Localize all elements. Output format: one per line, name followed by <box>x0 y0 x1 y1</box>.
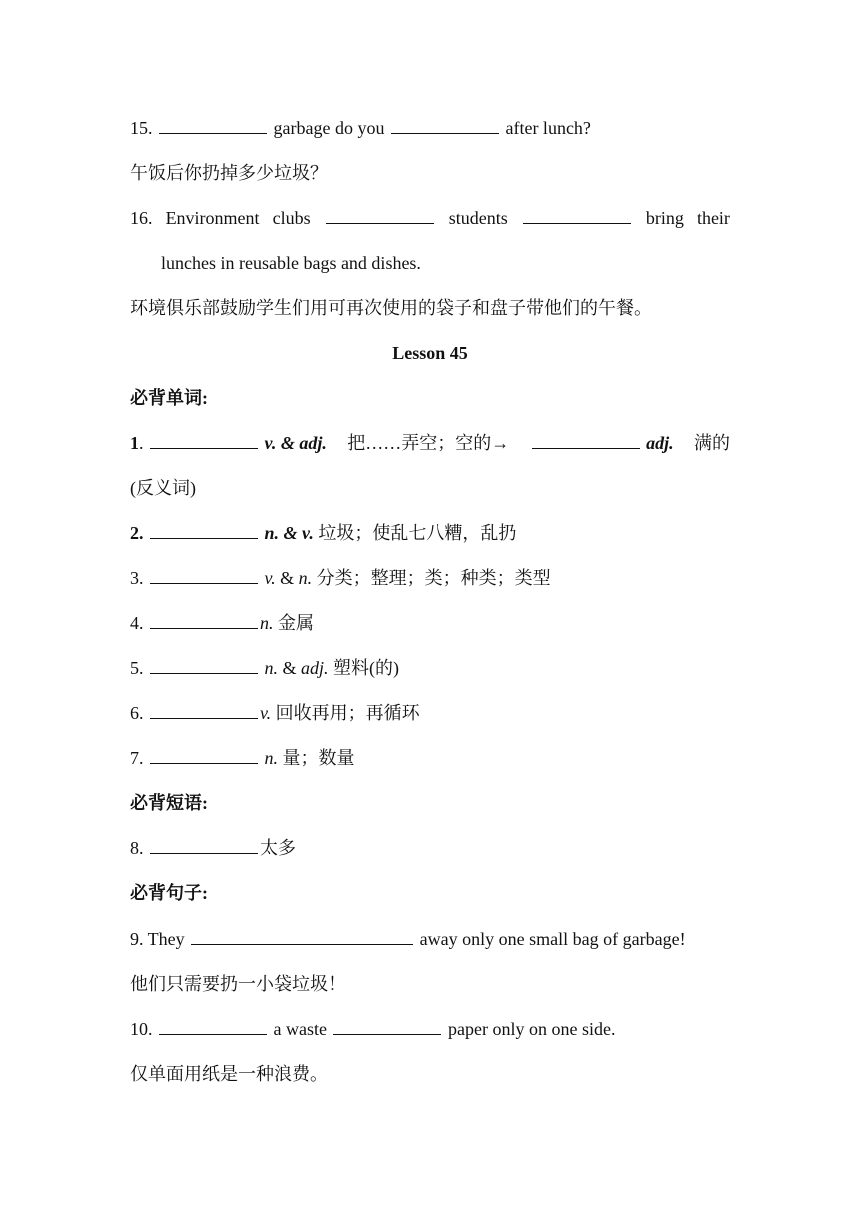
answer-blank[interactable] <box>191 928 413 945</box>
answer-blank[interactable] <box>150 522 258 539</box>
answer-blank[interactable] <box>532 432 640 449</box>
vocab-item-1-wrap: (反义词) <box>130 478 196 498</box>
sentence-text: after lunch? <box>505 118 591 138</box>
meaning: 回收再用；再循环 <box>275 703 420 723</box>
item-number: 16. <box>130 208 153 228</box>
translation-15: 午饭后你扔掉多少垃圾？ <box>130 163 328 183</box>
meaning: 垃圾；使乱七八糟，乱扔 <box>318 523 517 543</box>
meaning: 太多 <box>260 838 296 858</box>
meaning: 塑料(的) <box>333 658 400 678</box>
ampersand: & <box>280 568 295 588</box>
answer-blank[interactable] <box>333 1018 441 1035</box>
item-number: 9. They <box>130 929 185 949</box>
answer-blank[interactable] <box>150 747 258 764</box>
sentence-text: a waste <box>273 1019 327 1039</box>
item-number: 3. <box>130 568 144 588</box>
sentence-9 <box>130 928 730 950</box>
item-number: 5. <box>130 658 144 678</box>
answer-blank[interactable] <box>150 837 258 854</box>
meaning: 满的 <box>693 433 730 453</box>
answer-blank[interactable] <box>523 207 631 224</box>
sentence-text: students <box>448 208 508 228</box>
answer-blank[interactable] <box>391 117 499 134</box>
item-number: 6. <box>130 703 144 723</box>
ampersand: & <box>282 658 297 678</box>
answer-blank[interactable] <box>150 432 258 449</box>
vocab-item-4 <box>130 612 730 634</box>
part-of-speech: n. <box>298 568 313 588</box>
part-of-speech: v. <box>260 703 272 723</box>
sentence-text: clubs <box>272 208 311 228</box>
sentence-text: garbage do you <box>273 118 385 138</box>
sentence-16 <box>130 207 730 229</box>
vocab-item-6 <box>130 702 730 724</box>
sentence-text: bring <box>645 208 684 228</box>
meaning: 金属 <box>278 613 314 633</box>
sentence-16-continued: lunches in reusable bags and dishes. <box>161 253 421 273</box>
translation-10: 仅单面用纸是一种浪费。 <box>130 1064 328 1084</box>
sentence-10 <box>130 1018 730 1040</box>
answer-blank[interactable] <box>159 1018 267 1035</box>
item-number: 8. <box>130 838 144 858</box>
item-dot: . <box>139 433 144 453</box>
part-of-speech: n. <box>264 748 278 768</box>
part-of-speech: n. <box>260 613 274 633</box>
item-number: 10. <box>130 1019 153 1039</box>
sentence-text: paper only on one side. <box>447 1019 616 1039</box>
item-number: 1 <box>130 433 139 453</box>
part-of-speech: adj. <box>301 658 329 678</box>
part-of-speech: adj. <box>646 433 674 453</box>
vocab-item-7 <box>130 747 730 769</box>
answer-blank[interactable] <box>326 207 434 224</box>
vocab-item-3 <box>130 567 730 589</box>
translation-16: 环境俱乐部鼓励学生们用可再次使用的袋子和盘子带他们的午餐。 <box>130 298 652 318</box>
meaning: 把……弄空；空的→ <box>347 433 510 453</box>
sentence-text: Environment <box>165 208 260 228</box>
item-number: 2. <box>130 523 144 543</box>
meaning: 分类；整理；类；种类；类型 <box>316 568 551 588</box>
sentence-text: away only one small bag of garbage! <box>419 929 686 949</box>
vocab-heading: 必背单词: <box>130 388 208 408</box>
lesson-title: Lesson 45 <box>392 343 468 363</box>
part-of-speech: n. & v. <box>264 523 314 543</box>
sentence-heading: 必背句子: <box>130 883 208 903</box>
vocab-item-5 <box>130 657 730 679</box>
sentence-text: their <box>696 208 730 228</box>
item-number: 15. <box>130 118 153 138</box>
answer-blank[interactable] <box>150 612 258 629</box>
part-of-speech: v. & adj. <box>264 433 327 453</box>
item-number: 7. <box>130 748 144 768</box>
answer-blank[interactable] <box>150 567 258 584</box>
translation-9: 他们只需要扔一小袋垃圾！ <box>130 974 346 994</box>
part-of-speech: n. <box>264 658 278 678</box>
meaning: 量；数量 <box>282 748 355 768</box>
vocab-item-1 <box>130 432 730 454</box>
answer-blank[interactable] <box>150 702 258 719</box>
part-of-speech: v. <box>264 568 276 588</box>
phrase-item-8 <box>130 837 730 859</box>
answer-blank[interactable] <box>150 657 258 674</box>
phrase-heading: 必背短语: <box>130 793 208 813</box>
answer-blank[interactable] <box>159 117 267 134</box>
vocab-item-2 <box>130 522 730 544</box>
sentence-15 <box>130 117 730 139</box>
item-number: 4. <box>130 613 144 633</box>
